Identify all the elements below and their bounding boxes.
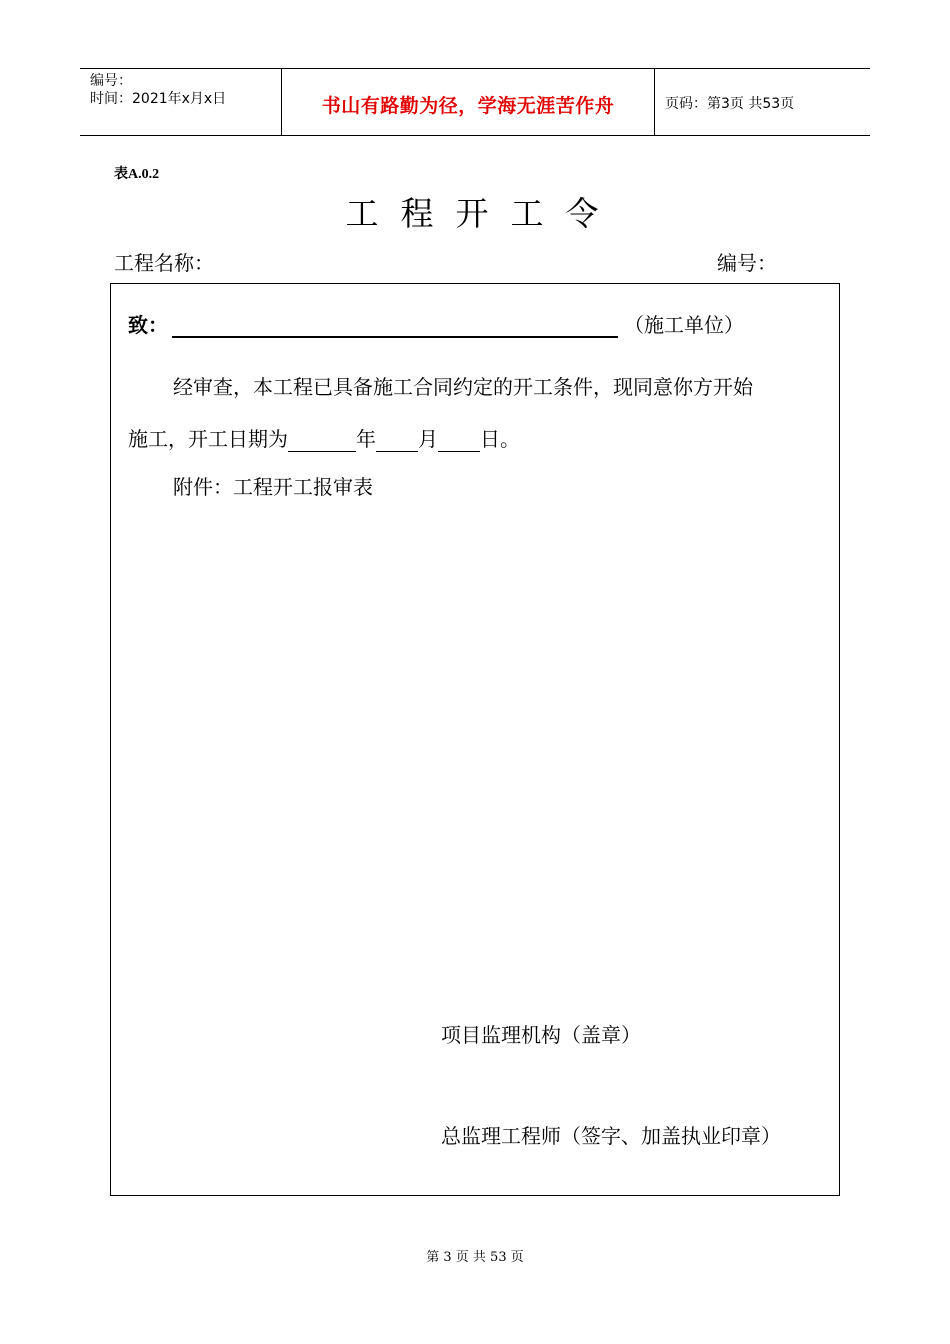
- header-info-cell: [80, 69, 282, 135]
- project-number-label: 编号：: [717, 251, 777, 275]
- header-number-label: 编号：: [90, 73, 132, 89]
- page-footer: 第 3 页 共 53 页: [426, 1250, 524, 1265]
- year-label: 年: [356, 427, 376, 451]
- body-text-line-2: [128, 423, 520, 452]
- header-page-cell: [655, 69, 870, 135]
- year-blank: [288, 431, 356, 452]
- chief-engineer-signature: 总监理工程师（签字、加盖执业印章）: [441, 1124, 781, 1148]
- day-label: 日。: [480, 427, 520, 451]
- header-motto-cell: [282, 69, 655, 135]
- body-text-line-1: 经审查，本工程已具备施工合同约定的开工条件，现同意你方开始: [173, 375, 753, 399]
- addressee-label: 致：: [128, 313, 168, 337]
- page-header: [80, 68, 870, 136]
- header-page-info: 页码：第3页 共53页: [665, 96, 795, 112]
- form-frame: [110, 283, 840, 1196]
- project-name-label: 工程名称：: [114, 251, 214, 275]
- supervision-org-signature: 项目监理机构（盖章）: [441, 1023, 641, 1047]
- month-blank: [376, 431, 418, 452]
- header-motto: 书山有路勤为径，学海无涯苦作舟: [321, 94, 615, 117]
- form-code: 表A.0.2: [114, 167, 160, 182]
- attachment-text: 附件：工程开工报审表: [173, 475, 373, 499]
- page-title: 工程开工令: [345, 194, 621, 233]
- start-date-prefix: 施工，开工日期为: [128, 427, 288, 451]
- month-label: 月: [418, 427, 438, 451]
- day-blank: [438, 431, 480, 452]
- addressee-suffix: （施工单位）: [624, 313, 744, 337]
- addressee-line: [128, 309, 744, 338]
- addressee-blank: [172, 314, 618, 338]
- header-time-label: 时间：2021年x月x日: [90, 91, 227, 107]
